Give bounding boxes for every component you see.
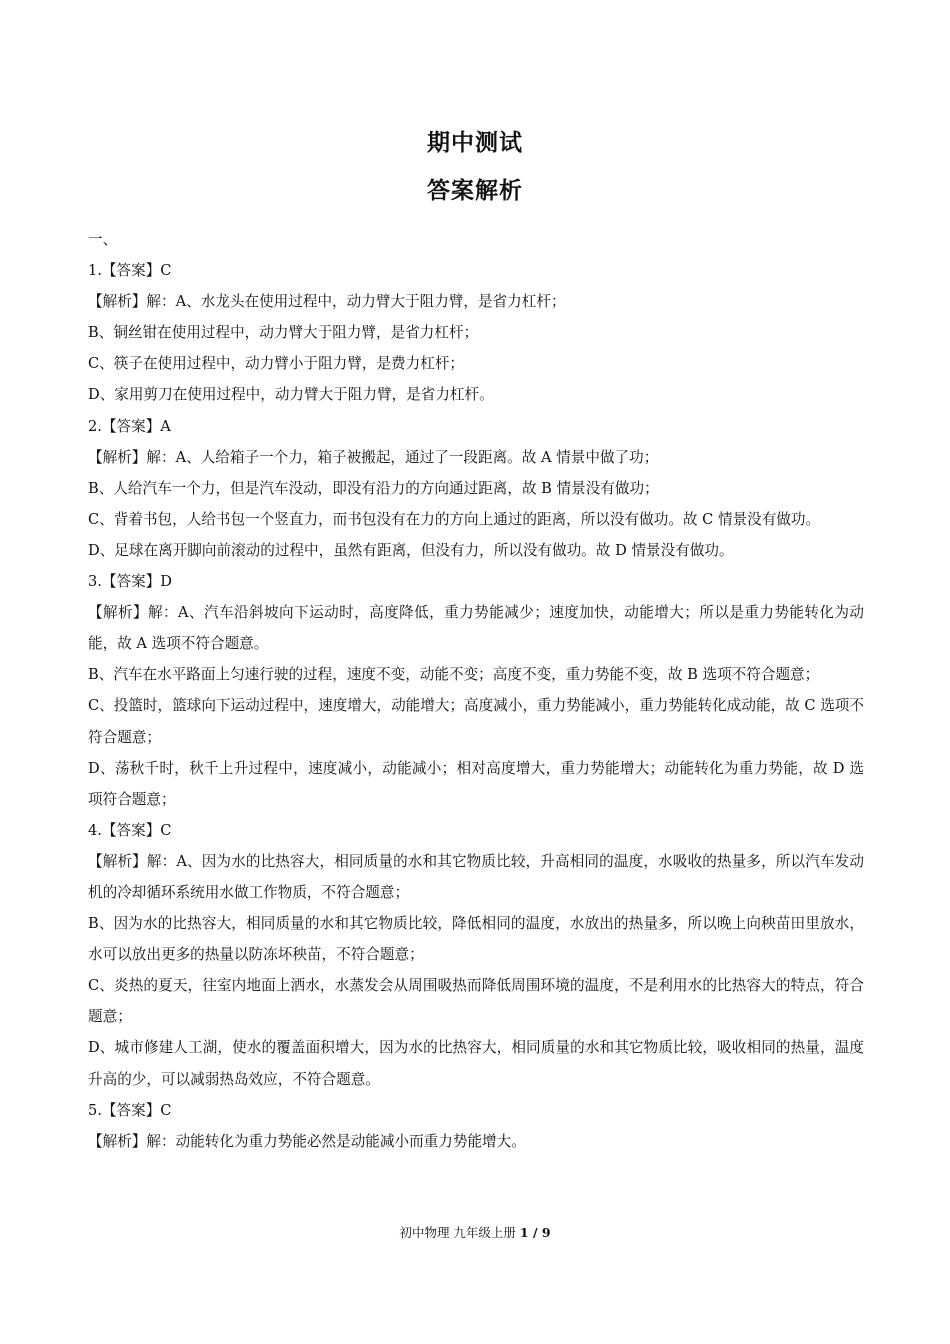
page-subtitle: 答案解析: [427, 178, 523, 204]
answer-line: 1.【答案】C: [88, 262, 172, 280]
analysis-line: 【解析】解：A、汽车沿斜坡向下运动时，高度降低，重力势能减少；速度加快，动能增大；所以是重力势能转化为动能，故 A 选项不符合题意。: [88, 604, 864, 653]
analysis-line: B、汽车在水平路面上匀速行驶的过程，速度不变，动能不变；高度不变，重力势能不变，故 B 选项不符合题意；: [88, 666, 820, 684]
answer-line: 4.【答案】C: [88, 821, 172, 839]
analysis-line: D、家用剪刀在使用过程中，动力臂大于阻力臂，是省力杠杆。: [88, 386, 494, 404]
analysis-line: D、荡秋千时，秋千上升过程中，速度减小，动能减小；相对高度增大，重力势能增大；动能转化为重力势能，故 D 选项符合题意；: [88, 759, 864, 808]
analysis-line: B、人给汽车一个力，但是汽车没动，即没有沿力的方向通过距离，故 B 情景没有做功；: [88, 479, 659, 497]
analysis-line: 【解析】解：A、因为水的比热容大，相同质量的水和其它物质比较，升高相同的温度，水吸收的热量多，所以汽车发动机的冷却循环系统用水做工作物质，不符合题意；: [88, 852, 864, 901]
page-number: 1 / 9: [519, 1225, 551, 1240]
analysis-line: C、背着书包，人给书包一个竖直力，而书包没有在力的方向上通过的距离，所以没有做功。故 C 情景没有做功。: [88, 510, 821, 528]
page-title: 期中测试: [427, 130, 523, 156]
answer-line: 5.【答案】C: [88, 1101, 172, 1119]
analysis-line: C、炎热的夏天，往室内地面上洒水，水蒸发会从周围吸热而降低周围环境的温度，不是利用水的比热容大的特点，符合题意；: [88, 977, 864, 1026]
answer-line: 3.【答案】D: [88, 573, 172, 591]
footer-course: 初中物理 九年级上册: [399, 1225, 520, 1240]
section-label: 一、: [88, 231, 118, 248]
answer-content: [88, 224, 864, 1157]
analysis-line: 【解析】解：A、人给箱子一个力，箱子被搬起，通过了一段距离。故 A 情景中做了功；: [88, 448, 659, 466]
analysis-line: B、铜丝钳在使用过程中，动力臂大于阻力臂，是省力杠杆；: [88, 324, 479, 342]
analysis-line: 【解析】解：A、水龙头在使用过程中，动力臂大于阻力臂，是省力杠杆；: [88, 293, 566, 311]
analysis-line: D、足球在离开脚向前滚动的过程中，虽然有距离，但没有力，所以没有做功。故 D 情景没有做功。: [88, 541, 734, 559]
analysis-line: 【解析】解：动能转化为重力势能必然是动能减小而重力势能增大。: [88, 1132, 526, 1150]
answer-line: 2.【答案】A: [88, 417, 171, 435]
analysis-line: D、城市修建人工湖，使水的覆盖面积增大，因为水的比热容大，相同质量的水和其它物质比较，吸收相同的热量，温度升高的少，可以减弱热岛效应，不符合题意。: [88, 1039, 864, 1088]
analysis-line: C、筷子在使用过程中，动力臂小于阻力臂，是费力杠杆；: [88, 355, 465, 373]
page-footer: [0, 1223, 950, 1241]
analysis-line: B、因为水的比热容大，相同质量的水和其它物质比较，降低相同的温度，水放出的热量多，所以晚上向秧苗田里放水，水可以放出更多的热量以防冻坏秧苗，不符合题意；: [88, 915, 864, 964]
analysis-line: C、投篮时，篮球向下运动过程中，速度增大，动能增大；高度减小，重力势能减小，重力势能转化成动能，故 C 选项不符合题意；: [88, 697, 864, 746]
